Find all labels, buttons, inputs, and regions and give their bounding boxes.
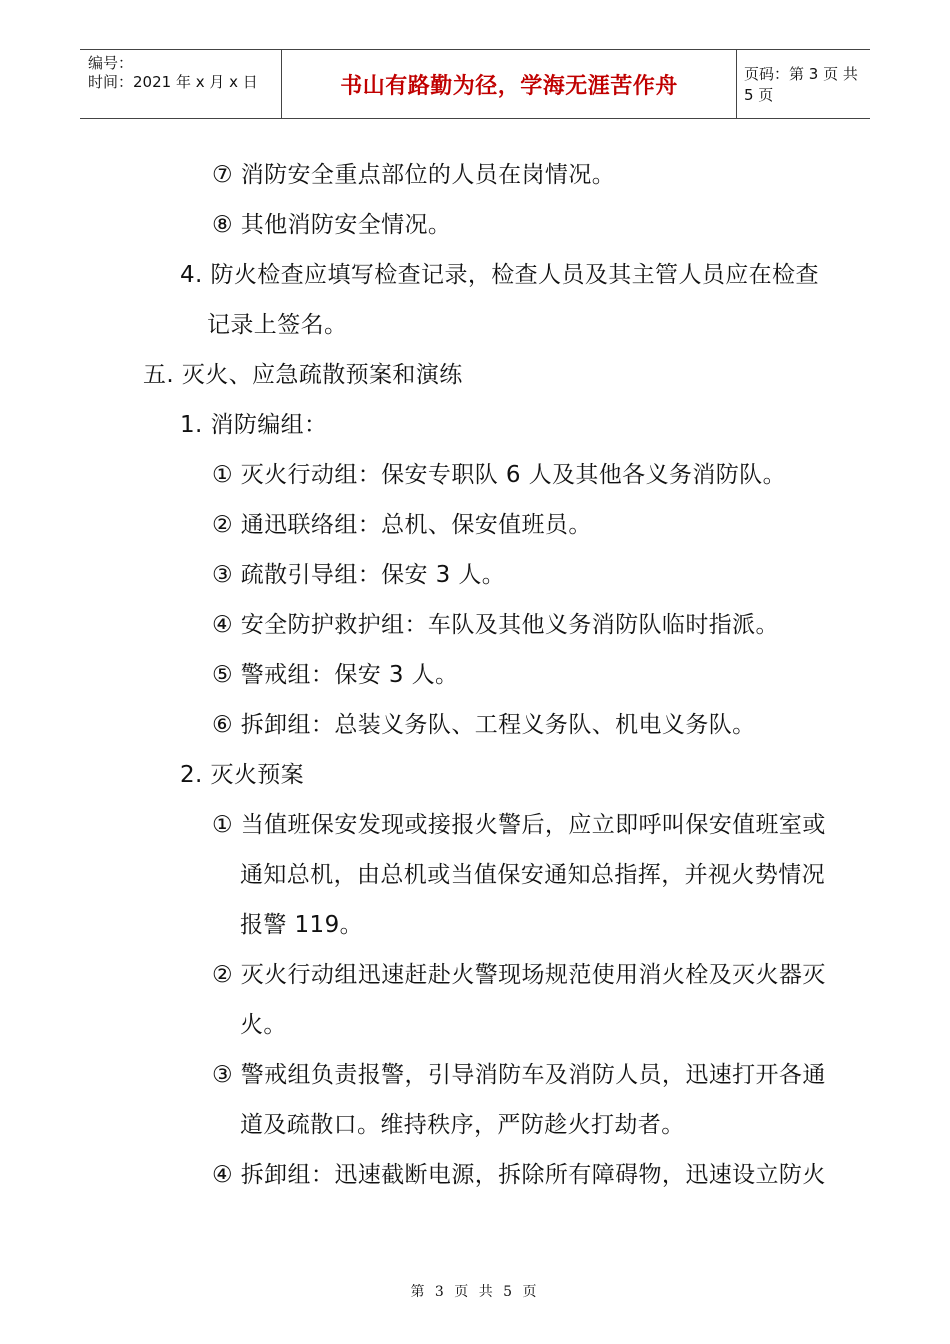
list-item-4-rescue-group: ④ 安全防护救护组：车队及其他义务消防队临时指派。 [212, 612, 779, 638]
paragraph-4-inspection-record: 4. 防火检查应填写检查记录，检查人员及其主管人员应在检查 [180, 262, 819, 288]
section-heading-5: 五. 灭火、应急疏散预案和演练 [143, 362, 463, 388]
page-header [80, 49, 870, 119]
header-motto-cell [281, 50, 737, 118]
subheading-2-fire-plan: 2. 灭火预案 [180, 762, 305, 788]
list-item-2-communication-group: ② 通迅联络组：总机、保安值班员。 [212, 512, 592, 538]
document-time-label: 时间：2021 年 x 月 x 日 [88, 73, 258, 91]
plan-item-1-continuation-2: 报警 119。 [240, 912, 364, 938]
header-page-info: 页码：第 3 页 共 5 页 [744, 65, 858, 104]
list-item-7-safety-key-parts: ⑦ 消防安全重点部位的人员在岗情况。 [212, 162, 616, 188]
header-meta-cell [80, 50, 281, 118]
list-item-6-dismantle-group: ⑥ 拆卸组：总装义务队、工程义务队、机电义务队。 [212, 712, 756, 738]
header-page-cell [736, 50, 870, 118]
list-item-8-other-safety: ⑧ 其他消防安全情况。 [212, 212, 452, 238]
plan-item-4: ④ 拆卸组：迅速截断电源，拆除所有障碍物，迅速设立防火 [212, 1162, 826, 1188]
list-item-3-evacuation-group: ③ 疏散引导组：保安 3 人。 [212, 562, 506, 588]
list-item-1-firefighting-group: ① 灭火行动组：保安专职队 6 人及其他各义务消防队。 [212, 462, 786, 488]
subheading-1-fire-grouping: 1. 消防编组： [180, 412, 328, 438]
plan-item-2: ② 灭火行动组迅速赶赴火警现场规范使用消火栓及灭火器灭 [212, 962, 826, 988]
plan-item-1: ① 当值班保安发现或接报火警后，应立即呼叫保安值班室或 [212, 812, 826, 838]
paragraph-4-continuation: 记录上签名。 [207, 312, 348, 338]
plan-item-3-continuation: 道及疏散口。维持秩序，严防趁火打劫者。 [240, 1112, 685, 1138]
page-footer-number: 第 3 页 共 5 页 [410, 1284, 540, 1300]
plan-item-1-continuation-1: 通知总机，由总机或当值保安通知总指挥，并视火势情况 [240, 862, 825, 888]
plan-item-2-continuation: 火。 [240, 1012, 287, 1038]
document-number-label: 编号： [88, 54, 134, 72]
header-motto: 书山有路勤为径，学海无涯苦作舟 [340, 73, 678, 99]
list-item-5-guard-group: ⑤ 警戒组：保安 3 人。 [212, 662, 459, 688]
plan-item-3: ③ 警戒组负责报警，引导消防车及消防人员，迅速打开各通 [212, 1062, 826, 1088]
